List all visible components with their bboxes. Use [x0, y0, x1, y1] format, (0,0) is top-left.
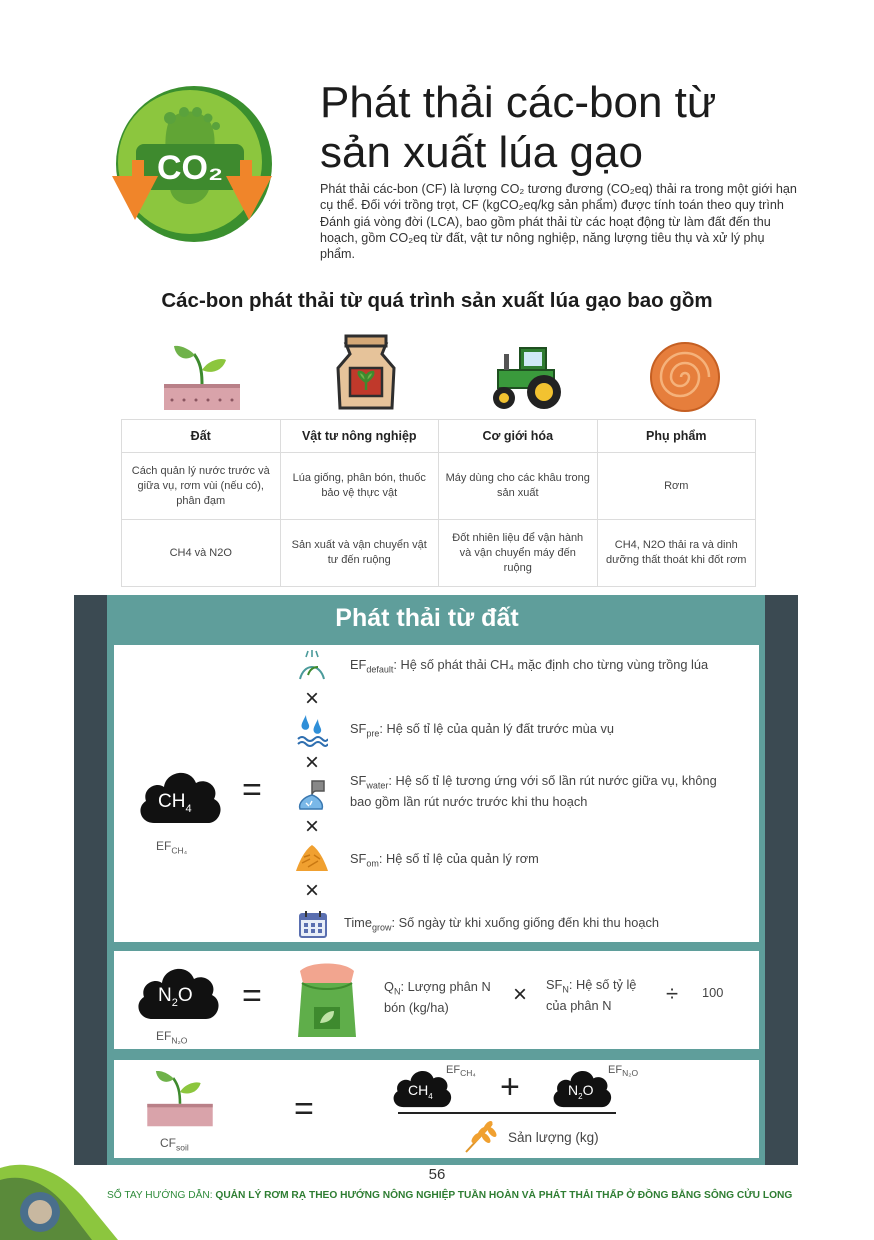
table-header-inputs: Vật tư nông nghiệp: [280, 420, 439, 453]
table-header-soil: Đất: [122, 420, 281, 453]
times-sign: ×: [304, 813, 319, 840]
table-header-mechanization: Cơ giới hóa: [439, 420, 598, 453]
sfn-term: $SF_N$: Hệ số tỷ lệ của phân N: [546, 977, 637, 1013]
times-sign: ×: [304, 749, 319, 776]
soil-sprout-icon: [162, 340, 242, 412]
table-header-byproducts: Phụ phẩm: [597, 420, 756, 453]
cf-soil-formula-box: [114, 1060, 759, 1158]
plus-sign: +: [500, 1068, 520, 1106]
rice-grain-icon: [462, 1118, 502, 1154]
sf-om-term: $SF_{om}$: Hệ số tỉ lệ của quản lý rơm: [350, 851, 539, 869]
ef-n2o-sup-label: $EF_{N_2O}$: [608, 1064, 639, 1079]
ef-n2o-label: $EF_{N_2O}$: [156, 1029, 188, 1046]
table-cell: Đốt nhiên liệu để vận hành và vận chuyển máy đến ruộng: [439, 520, 598, 587]
sf-water-term: $SF_{water}$: Hệ số tỉ lệ tương ứng với số lần rút nước giữa vụ, không bao gồm lần rút nước trước khi thu hoạch: [350, 773, 717, 809]
page-number: 56: [428, 1166, 446, 1183]
straw-pile-icon: [294, 841, 330, 873]
yield-denominator: Sản lượng (kg): [508, 1130, 599, 1145]
straw-bale-icon: [644, 342, 726, 412]
table-cell: CH4 và N2O: [122, 520, 281, 587]
cf-soil-label: $CF_{soil}$: [160, 1136, 189, 1153]
sources-heading: Các-bon phát thải từ quá trình sản xuất lúa gạo bao gồm: [161, 289, 713, 312]
nitrogen-fertilizer-bag-icon: [292, 961, 362, 1041]
table-cell: Cách quản lý nước trước và giữa vụ, rơm vùi (nếu có), phân đạm: [122, 453, 281, 520]
title-line-1: Phát thải các-bon từ: [320, 78, 717, 127]
hundred-value: 100: [702, 985, 724, 1000]
cf-soil-equals-sign: =: [294, 1090, 314, 1128]
soil-panel-title: Phát thải từ đất: [335, 604, 519, 632]
ch4-cloud-label: $CH_4$: [158, 791, 192, 815]
ef-ch4-label: $EF_{CH_4}$: [156, 839, 188, 856]
water-pipe-icon: [294, 777, 330, 811]
rice-field-icon: [296, 649, 328, 683]
table-cell: Sản xuất và vận chuyển vật tư đến ruộng: [280, 520, 439, 587]
ch4-formula-box: [114, 645, 759, 942]
ch4-cloud-small-label: $CH_4$: [408, 1082, 433, 1101]
intro-paragraph: Phát thải các-bon (CF) là lượng CO₂ tương đương (CO₂eq) thải ra trong một giới hạn cụ thể. Đối với trồng trọt, CF (kgCO₂eq/kg sản phẩm) được tính toán theo quy trình Đánh giá vòng đời (LCA), bao gồm phát thải từ các hoạt động từ làm đất đến thu hoạch, gồm CO₂eq từ đất, vật tư nông nghiệp, năng lượng tiêu thụ và xử lý phụ phẩm.: [320, 182, 797, 262]
times-sign: ×: [512, 981, 527, 1008]
table-cell: Máy dùng cho các khâu trong sản xuất: [439, 453, 598, 520]
emission-sources-table: [121, 419, 756, 587]
time-grow-term: Time$_{grow}$: Số ngày từ khi xuống giống đến khi thu hoạch: [344, 915, 660, 933]
n2o-formula-box: [114, 951, 759, 1049]
tractor-icon: [490, 342, 570, 412]
table-cell: CH4, N2O thải ra và dinh dưỡng thất thoát khi đốt rơm: [597, 520, 756, 587]
qn-term: $Q_N$: Lượng phân N bón (kg/ha): [384, 979, 491, 1015]
times-sign: ×: [304, 685, 319, 712]
calendar-icon: [298, 909, 328, 939]
table-cell: Rơm: [597, 453, 756, 520]
fertilizer-sack-icon: [332, 332, 400, 414]
times-sign: ×: [304, 877, 319, 904]
water-drops-icon: [296, 713, 328, 747]
divide-sign: ÷: [666, 981, 679, 1006]
n2o-cloud-label: $N_2O$: [158, 985, 193, 1009]
title-line-2: sản xuất lúa gạo: [320, 128, 643, 177]
table-cell: Lúa giống, phân bón, thuốc bảo vệ thực vật: [280, 453, 439, 520]
ch4-equals-sign: =: [242, 771, 262, 809]
n2o-equals-sign: =: [242, 977, 262, 1015]
fraction-bar: [398, 1112, 616, 1114]
footer-handbook-title: [107, 1190, 827, 1201]
logo-co2-text: CO₂: [156, 149, 224, 187]
footer-corner-graphic: [0, 1162, 120, 1240]
ef-ch4-sup-label: $EF_{CH_4}$: [446, 1064, 476, 1079]
footer-title: QUẢN LÝ RƠM RẠ THEO HƯỚNG NÔNG NGHIỆP TUẦN HOÀN VÀ PHÁT THẢI THẤP Ở ĐỒNG BẰNG SÔNG CỬU LONG: [215, 1190, 793, 1201]
footer-prefix: SỔ TAY HƯỚNG DẪN:: [107, 1190, 216, 1201]
page-title: [320, 78, 840, 178]
n2o-cloud-small-label: $N_2O$: [568, 1082, 594, 1101]
sf-pre-term: $SF_{pre}$: Hệ số tỉ lệ của quản lý đất trước mùa vụ: [350, 721, 614, 739]
soil-sprout-icon: [144, 1066, 216, 1128]
ef-default-term: $EF_{default}$: Hệ số phát thải CH₄ mặc định cho từng vùng trồng lúa: [350, 657, 709, 675]
co2-footprint-logo-icon: [108, 84, 276, 244]
